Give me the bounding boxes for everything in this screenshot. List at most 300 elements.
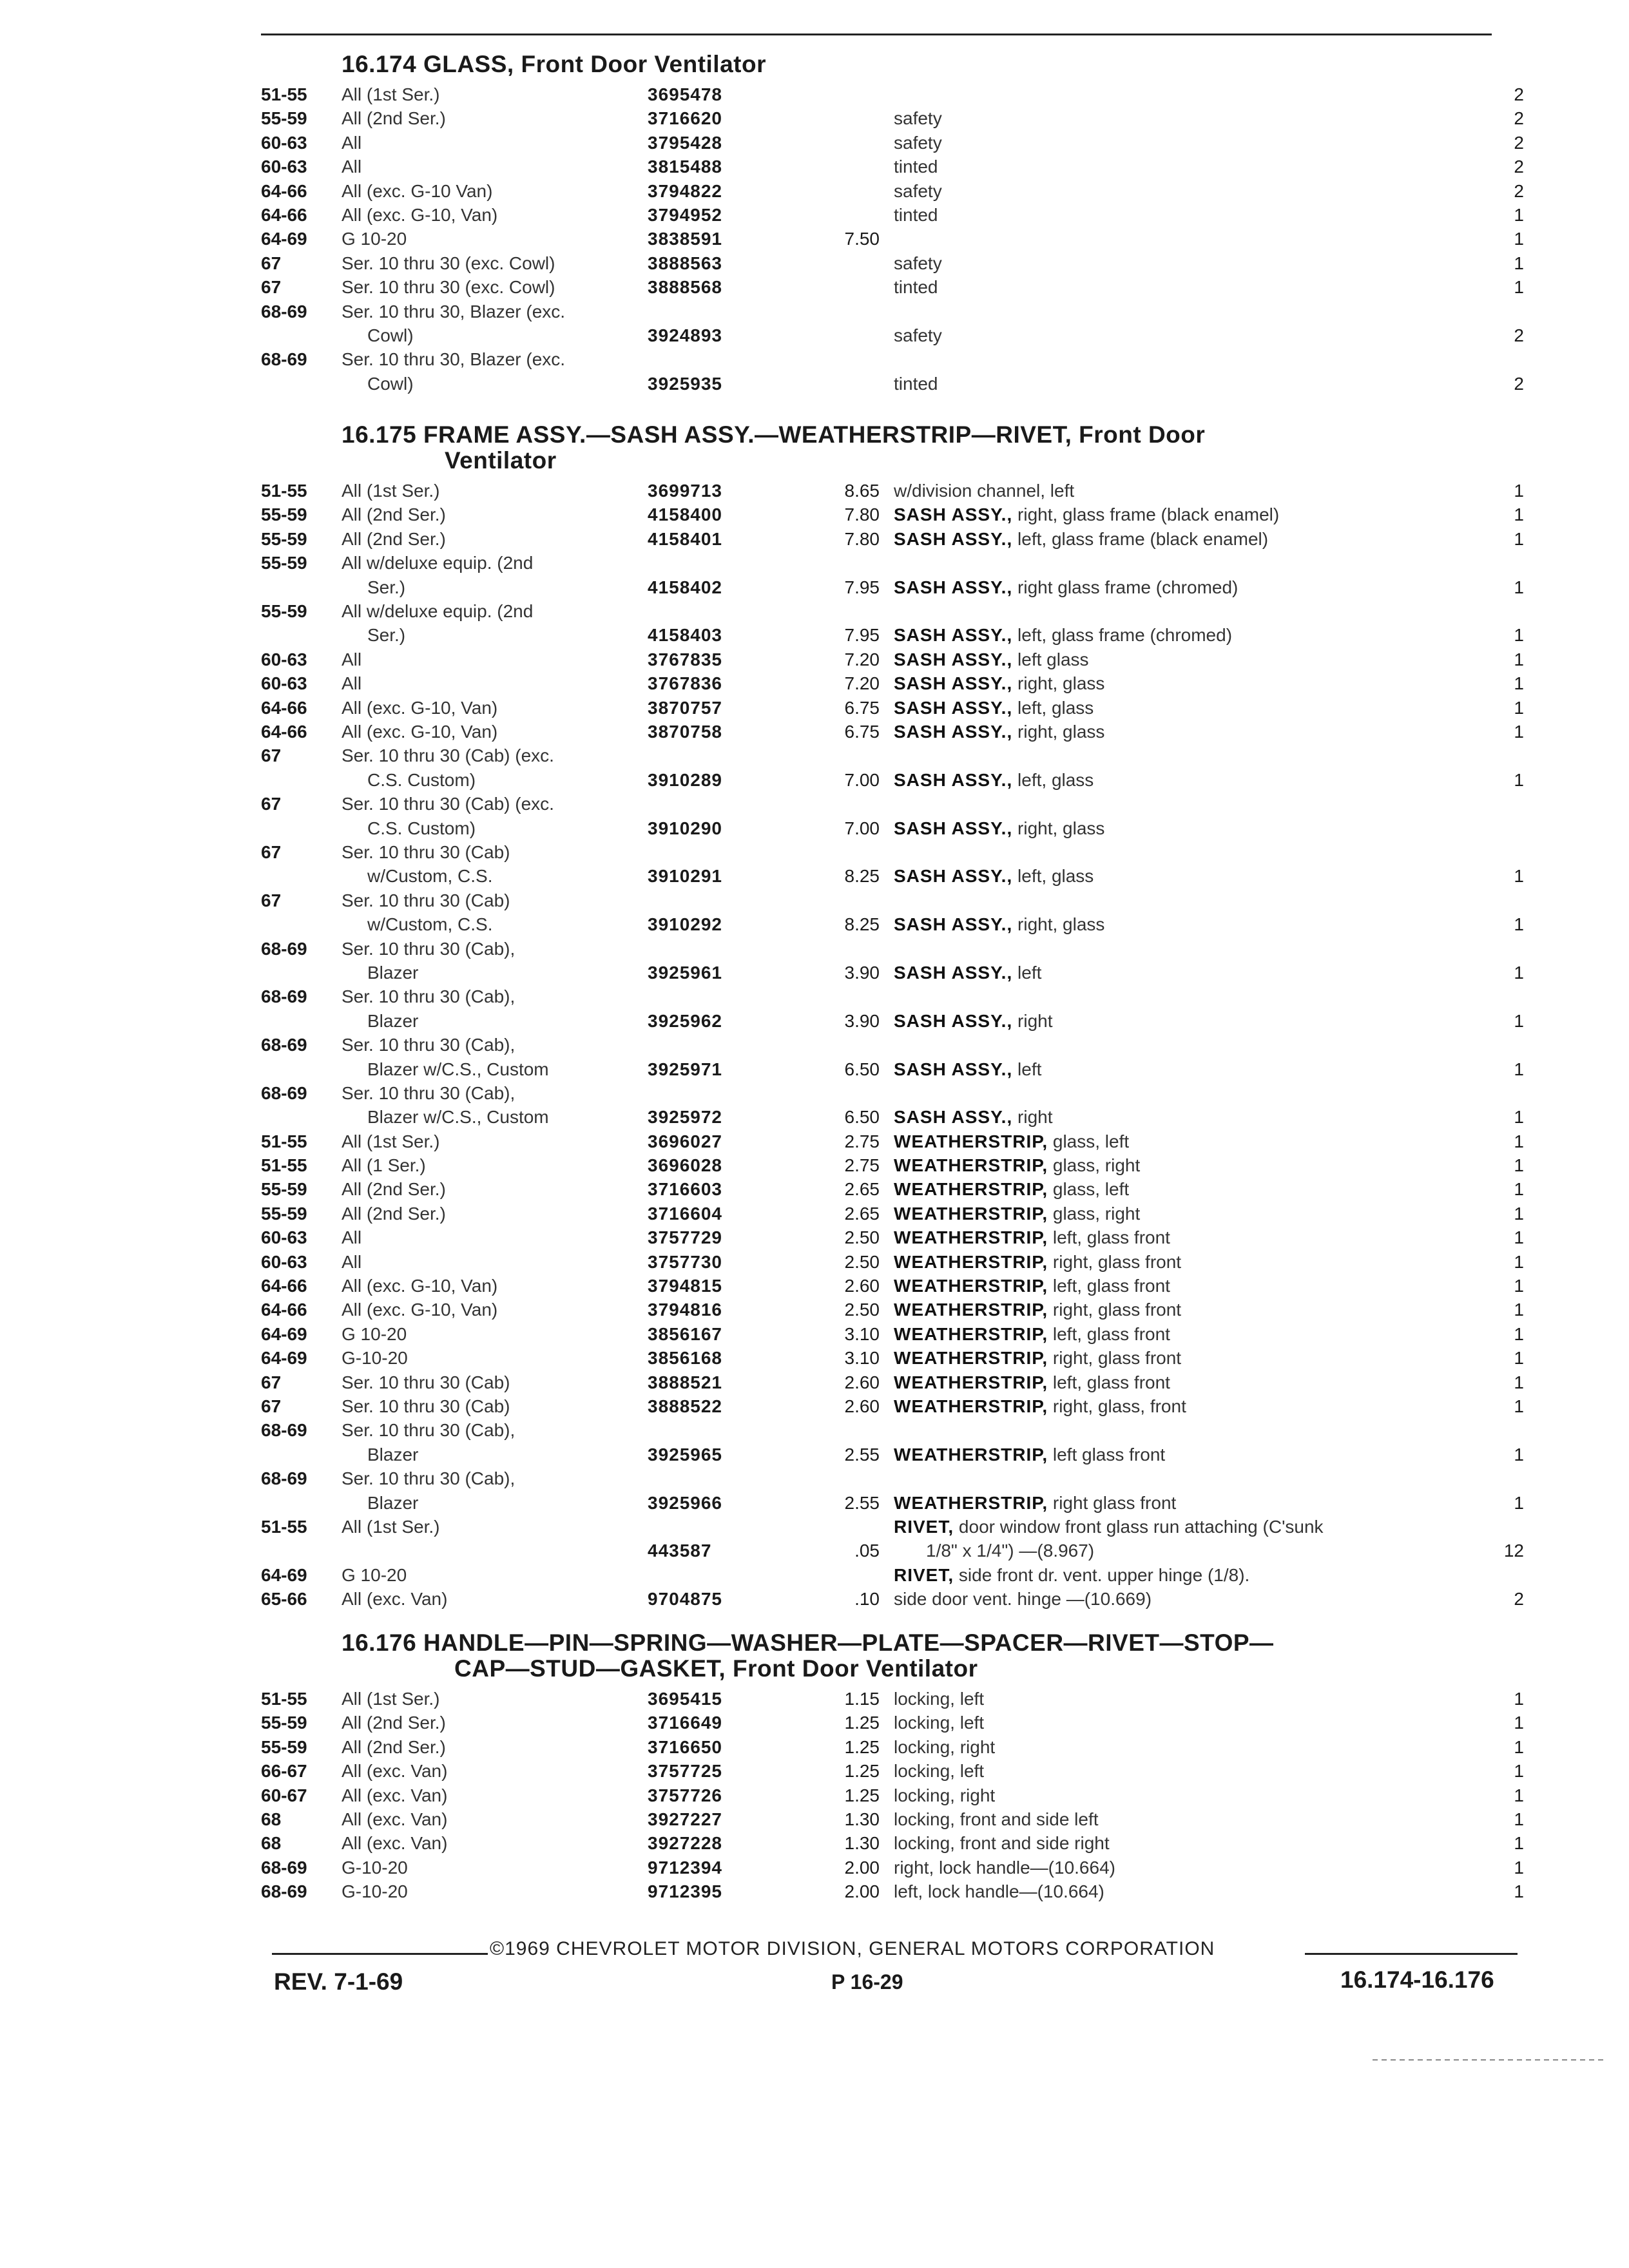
part-description [894,1587,1474,1611]
model-application-line1: Ser. 10 thru 30, Blazer (exc. [342,349,566,370]
part-description [894,203,1474,227]
section-range: 16.174-16.176 [1340,1966,1494,1993]
part-name: WEATHERSTRIP, [894,1300,1048,1320]
list-price: 7.80 [844,528,880,549]
part-number: 3696028 [648,1155,723,1176]
model-application [342,479,638,503]
parts-list [261,479,1537,1611]
part-detail: locking, right [894,1785,996,1805]
model-application-line1: G 10-20 [342,229,407,249]
part-description [894,479,1474,503]
list-price: 7.00 [844,818,880,838]
part-number: 3757726 [648,1785,723,1805]
part-detail: tinted [894,157,938,177]
list-price: 2.00 [844,1857,880,1878]
model-years: 68-69 [261,1035,307,1055]
part-detail: left glass front [1052,1444,1166,1465]
part-detail: right, glass [1017,721,1105,742]
part-number: 4158400 [648,505,723,525]
part-detail: right glass frame (chromed) [1017,577,1239,597]
list-price: 3.10 [844,1348,880,1369]
model-years: 64-66 [261,1276,307,1296]
model-application-line2: Ser.) [367,577,406,597]
part-detail: right, glass [1017,673,1105,694]
part-detail: right, glass front [1052,1300,1182,1320]
model-application [342,1735,638,1759]
part-number: 9712394 [648,1857,723,1878]
model-years: 60-63 [261,1227,307,1248]
model-application [342,1322,638,1346]
part-name: SASH ASSY., [894,528,1013,549]
model-application [342,1711,638,1735]
quantity: 1 [1514,1323,1524,1344]
list-price: 2.55 [844,1444,880,1465]
part-detail: door window front glass run attaching (C'sunk [958,1516,1324,1537]
model-years: 67 [261,1372,282,1392]
list-price: 2.65 [844,1179,880,1200]
model-years: 60-67 [261,1785,307,1805]
list-price: 1.25 [844,1736,880,1757]
model-application-line1: All (1st Ser.) [342,1516,440,1537]
table-row [261,840,1537,889]
model-application-line2: Ser.) [367,625,406,646]
quantity: 1 [1514,1179,1524,1200]
quantity: 1 [1514,1107,1524,1128]
table-row [261,1322,1537,1346]
model-application-line1: All (2nd Ser.) [342,1736,446,1757]
quantity: 1 [1514,1227,1524,1248]
model-application-line1: All (exc. G-10, Van) [342,697,498,718]
part-number: 3794815 [648,1276,723,1296]
list-price: 2.55 [844,1492,880,1513]
model-years: 60-63 [261,157,307,177]
part-number: 3925971 [648,1059,723,1079]
model-application-line1: All (1st Ser.) [342,1131,440,1151]
part-description [894,503,1474,526]
model-application-line1: Ser. 10 thru 30 (Cab) [342,1396,510,1416]
model-application [342,179,638,203]
part-detail: locking, left [894,1689,985,1709]
part-name: WEATHERSTRIP, [894,1323,1048,1344]
quantity: 2 [1514,157,1524,177]
model-years: 68-69 [261,1082,307,1103]
model-years: 64-69 [261,1564,307,1585]
model-application-line2: Cowl) [367,373,414,394]
part-description [894,1711,1474,1735]
model-application-line1: Ser. 10 thru 30 (Cab) [342,890,510,910]
part-number: 3695478 [648,84,723,104]
table-row [261,1711,1537,1735]
model-application [342,1856,638,1879]
table-row [261,1202,1537,1225]
part-detail: right, glass [1017,818,1105,838]
table-row [261,1687,1537,1711]
part-name: SASH ASSY., [894,649,1013,669]
list-price: 2.75 [844,1131,880,1151]
part-name: WEATHERSTRIP, [894,1276,1048,1296]
part-number: 443587 [648,1541,712,1561]
part-name: WEATHERSTRIP, [894,1396,1048,1416]
part-number: 3925965 [648,1444,723,1465]
table-row [261,1370,1537,1394]
model-application [342,792,638,840]
part-number: 3927228 [648,1833,723,1854]
quantity: 1 [1514,1276,1524,1296]
model-years: 55-59 [261,528,307,549]
quantity: 1 [1514,1131,1524,1151]
part-number: 4158403 [648,625,723,646]
model-application-line1: All [342,649,362,669]
part-name: SASH ASSY., [894,818,1013,838]
part-number: 3757730 [648,1251,723,1272]
list-price: 2.60 [844,1396,880,1416]
list-price: 7.20 [844,673,880,694]
model-application-line2: Blazer [367,1444,419,1465]
model-application-line1: All (2nd Ser.) [342,528,446,549]
table-row [261,155,1537,178]
part-description [894,1274,1474,1298]
quantity: 1 [1514,721,1524,742]
model-years: 55-59 [261,1203,307,1224]
model-years: 60-63 [261,132,307,153]
part-name: SASH ASSY., [894,769,1013,790]
table-row [261,1759,1537,1783]
model-application [342,275,638,299]
part-name: WEATHERSTRIP, [894,1372,1048,1392]
part-number: 3870757 [648,697,723,718]
model-application-line1: Ser. 10 thru 30 (Cab), [342,938,516,959]
table-row [261,1129,1537,1153]
part-detail: tinted [894,204,938,225]
model-application [342,696,638,720]
part-description [894,1879,1474,1903]
quantity: 1 [1514,769,1524,790]
model-application [342,155,638,178]
part-detail: left, glass front [1052,1227,1170,1248]
model-years: 68 [261,1809,282,1829]
list-price: 7.80 [844,505,880,525]
part-description [894,1202,1474,1225]
table-row [261,1563,1537,1587]
table-row [261,1735,1537,1759]
table-row [261,696,1537,720]
list-price: 1.15 [844,1689,880,1709]
part-description [894,1009,1474,1033]
model-application [342,671,638,695]
model-years: 67 [261,253,282,273]
part-number: 9712395 [648,1881,723,1902]
model-application [342,251,638,275]
part-description [894,1153,1474,1177]
part-description [894,1394,1474,1418]
model-application-line1: Ser. 10 thru 30 (Cab) (exc. [342,745,554,766]
model-application-line1: Ser. 10 thru 30 (Cab) (exc. [342,794,554,814]
quantity: 1 [1514,1203,1524,1224]
model-application [342,1466,638,1515]
model-application-line2: C.S. Custom) [367,769,476,790]
quantity: 1 [1514,866,1524,887]
table-row [261,1081,1537,1129]
list-price: 1.25 [844,1713,880,1733]
table-row [261,1879,1537,1903]
quantity: 1 [1514,962,1524,983]
part-name: RIVET, [894,1564,954,1585]
model-application [342,1033,638,1081]
list-price: 8.25 [844,866,880,887]
copyright-notice: ©1969 CHEVROLET MOTOR DIVISION, GENERAL MOTORS CORPORATION [490,1938,1215,1959]
part-detail: left [1017,962,1042,983]
model-application [342,744,638,792]
model-application-line2: Blazer w/C.S., Custom [367,1059,549,1079]
model-application [342,1879,638,1903]
model-years: 60-63 [261,1251,307,1272]
part-description [894,131,1474,155]
part-name: SASH ASSY., [894,914,1013,935]
model-application-line1: Ser. 10 thru 30 (exc. Cowl) [342,277,555,298]
table-row [261,106,1537,130]
model-years: 51-55 [261,84,307,104]
part-name: WEATHERSTRIP, [894,1179,1048,1200]
table-row [261,275,1537,299]
part-number: 3838591 [648,229,723,249]
part-detail: right [1017,1010,1053,1031]
part-description [894,768,1474,792]
model-application-line2: Blazer [367,1010,419,1031]
part-number: 3888563 [648,253,723,273]
model-years: 68-69 [261,938,307,959]
quantity: 1 [1514,1809,1524,1829]
model-application-line1: All (2nd Ser.) [342,108,446,129]
part-name: SASH ASSY., [894,673,1013,694]
part-detail: left, glass front [1052,1276,1170,1296]
part-name: SASH ASSY., [894,697,1013,718]
model-application-line1: All (exc. Van) [342,1761,448,1782]
quantity: 1 [1514,229,1524,249]
part-description [894,1491,1474,1515]
part-name: WEATHERSTRIP, [894,1155,1048,1176]
model-application-line1: G-10-20 [342,1857,408,1878]
table-row [261,1856,1537,1879]
model-application-line1: All (exc. G-10, Van) [342,204,498,225]
model-application-line1: Ser. 10 thru 30 (Cab), [342,1082,516,1103]
part-description [894,106,1474,130]
table-row [261,1225,1537,1249]
parts-list [261,82,1537,396]
model-years: 64-69 [261,229,307,249]
table-row [261,671,1537,695]
part-number: 3925935 [648,373,723,394]
model-years: 64-66 [261,697,307,718]
table-row [261,227,1537,251]
model-application-line1: Ser. 10 thru 30 (Cab), [342,1468,516,1489]
table-row [261,551,1537,599]
part-description [894,1177,1474,1201]
model-application [342,1563,638,1587]
part-description [894,1783,1474,1807]
quantity: 1 [1514,1348,1524,1369]
part-description [894,648,1474,671]
list-price: 2.65 [844,1203,880,1224]
part-number: 3795428 [648,132,723,153]
table-row [261,1274,1537,1298]
part-detail: tinted [894,277,938,298]
table-row [261,720,1537,744]
model-application [342,300,638,348]
table-row [261,1466,1537,1515]
table-row [261,179,1537,203]
model-application [342,1759,638,1783]
model-years: 68-69 [261,1420,307,1441]
model-application [342,1225,638,1249]
section-title: 16.176 HANDLE—PIN—SPRING—WASHER—PLATE—SPACER—RIVET—STOP— [342,1629,1274,1656]
part-number: 3925961 [648,962,723,983]
model-application-line1: All (exc. Van) [342,1785,448,1805]
table-row [261,792,1537,840]
part-description [894,1443,1474,1466]
section-title-continued: CAP—STUD—GASKET, Front Door Ventilator [454,1655,978,1682]
part-number: 4158401 [648,528,723,549]
table-row [261,347,1537,396]
model-years: 64-69 [261,1348,307,1369]
model-application-line2: Cowl) [367,325,414,345]
part-number: 3767835 [648,649,723,669]
part-detail: glass, left [1052,1131,1130,1151]
list-price: 1.25 [844,1785,880,1805]
model-application-line1: All (1 Ser.) [342,1155,426,1176]
quantity: 1 [1514,649,1524,669]
model-application [342,1177,638,1201]
quantity: 2 [1514,84,1524,104]
model-application-line1: All [342,157,362,177]
part-description [894,575,1474,599]
table-row [261,1346,1537,1370]
quantity: 1 [1514,204,1524,225]
quantity: 1 [1514,1857,1524,1878]
table-row [261,1831,1537,1855]
part-detail: locking, left [894,1713,985,1733]
model-application [342,82,638,106]
model-application-line2: Blazer [367,962,419,983]
part-name: SASH ASSY., [894,1010,1013,1031]
model-application-line1: G-10-20 [342,1881,408,1902]
part-description [894,912,1474,936]
part-number: 3757725 [648,1761,723,1782]
model-application [342,1202,638,1225]
model-application [342,1394,638,1418]
list-price: .10 [854,1589,880,1610]
part-name: SASH ASSY., [894,1059,1013,1079]
model-years: 51-55 [261,1516,307,1537]
part-name: WEATHERSTRIP, [894,1348,1048,1369]
part-detail: safety [894,180,942,201]
part-number: 3924893 [648,325,723,345]
list-price: 3.10 [844,1323,880,1344]
model-application [342,937,638,985]
model-application-line1: All (1st Ser.) [342,84,440,104]
quantity: 1 [1514,1736,1524,1757]
table-row [261,1298,1537,1321]
part-detail: right, glass, front [1052,1396,1186,1416]
part-number: 3910292 [648,914,723,935]
model-application [342,1515,638,1539]
part-detail: right glass front [1052,1492,1177,1513]
part-number: 3815488 [648,157,723,177]
model-application-line1: All [342,673,362,694]
list-price: 2.00 [844,1881,880,1902]
part-description [894,1856,1474,1879]
model-application-line1: All (exc. Van) [342,1589,448,1610]
model-years: 55-59 [261,553,307,573]
table-row [261,1033,1537,1081]
model-application [342,551,638,599]
part-detail: glass, right [1052,1155,1141,1176]
model-application [342,1831,638,1855]
quantity: 1 [1514,1155,1524,1176]
table-row [261,82,1537,106]
list-price: 1.25 [844,1761,880,1782]
model-application-line1: All [342,1227,362,1248]
part-description [894,696,1474,720]
model-years: 68-69 [261,349,307,370]
model-application-line1: All (2nd Ser.) [342,1203,446,1224]
table-row [261,937,1537,985]
part-description [894,816,1474,840]
table-row [261,1177,1537,1201]
model-years: 64-69 [261,1323,307,1344]
model-application-line1: G-10-20 [342,1348,408,1369]
footer-rule-right [1305,1953,1518,1955]
quantity: 1 [1514,1785,1524,1805]
scan-artifact-line [1373,2059,1605,2061]
section-title: 16.175 FRAME ASSY.—SASH ASSY.—WEATHERSTRIP—RIVET, Front Door [342,421,1206,448]
model-application [342,1807,638,1831]
part-number: 3910291 [648,866,723,887]
list-price: 2.60 [844,1276,880,1296]
parts-list [261,1687,1537,1904]
list-price: 6.75 [844,697,880,718]
list-price: 7.95 [844,625,880,646]
list-price: 1.30 [844,1833,880,1854]
part-number: 3716649 [648,1713,723,1733]
part-description [894,961,1474,985]
model-years: 67 [261,1396,282,1416]
quantity: 1 [1514,1300,1524,1320]
part-description [894,1057,1474,1081]
part-detail: locking, front and side left [894,1809,1099,1829]
model-application-line1: All (exc. Van) [342,1809,448,1829]
quantity: 1 [1514,481,1524,501]
list-price: 7.95 [844,577,880,597]
part-description [894,1346,1474,1370]
table-row [261,1153,1537,1177]
part-name: WEATHERSTRIP, [894,1131,1048,1151]
list-price: .05 [854,1541,880,1561]
quantity: 1 [1514,1713,1524,1733]
quantity: 1 [1514,577,1524,597]
model-application-line1: All [342,1251,362,1272]
part-detail: tinted [894,373,938,394]
model-application-line1: All (1st Ser.) [342,481,440,501]
part-name: WEATHERSTRIP, [894,1444,1048,1465]
table-row [261,503,1537,526]
model-application [342,985,638,1033]
part-number: 3794816 [648,1300,723,1320]
model-years: 55-59 [261,505,307,525]
model-application-line1: All (exc. G-10 Van) [342,180,493,201]
quantity: 1 [1514,1689,1524,1709]
list-price: 3.90 [844,962,880,983]
table-row [261,985,1537,1033]
